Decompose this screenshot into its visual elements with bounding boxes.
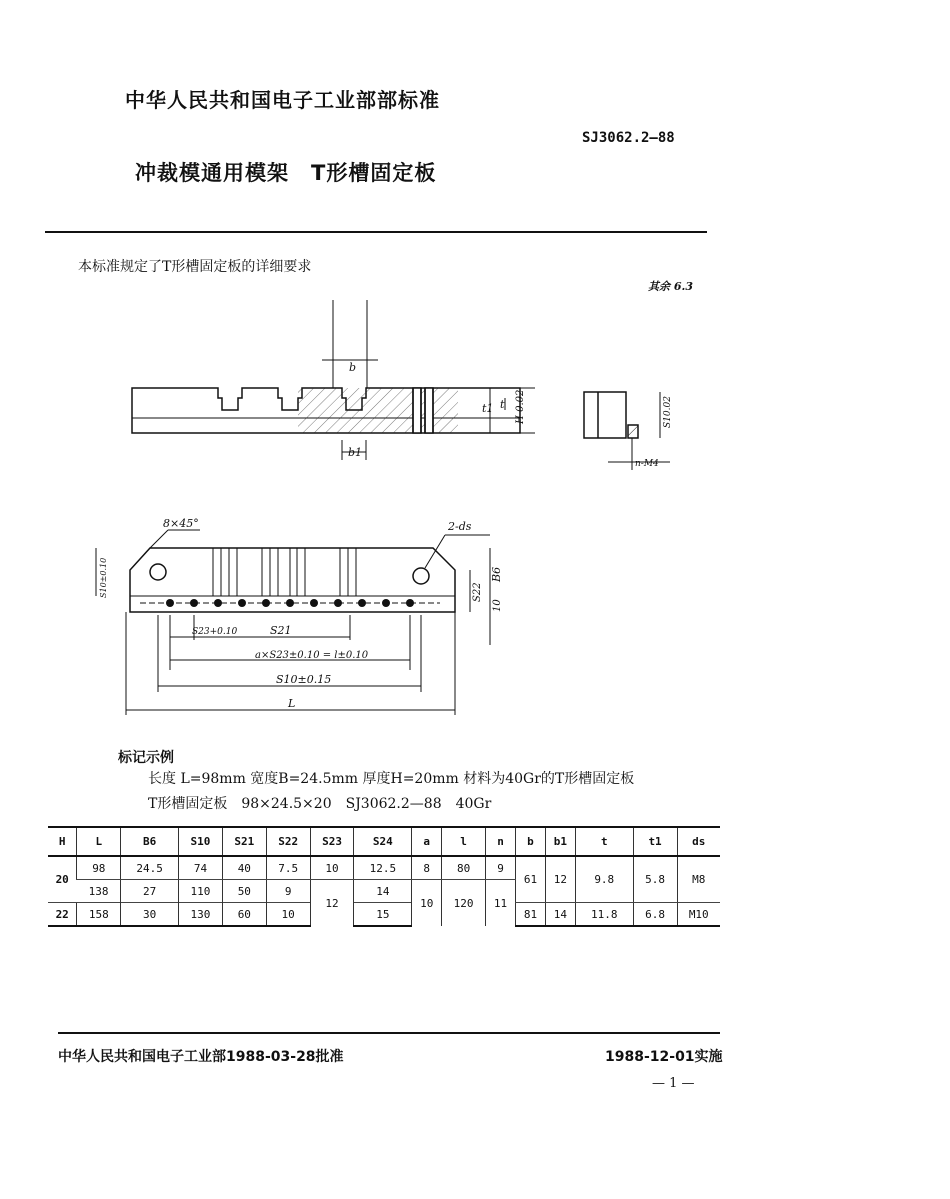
dim-B6: B6: [490, 566, 503, 582]
cell: 11.8: [575, 903, 633, 927]
cell: 9: [486, 856, 516, 880]
dim-10: 10: [492, 599, 503, 612]
issuing-organization: 中华人民共和国电子工业部部标准: [125, 88, 440, 112]
cell: 74: [179, 856, 223, 880]
cell: 24.5: [121, 856, 179, 880]
cell: 14: [354, 880, 412, 903]
cell-H: 20: [48, 856, 77, 903]
document-title: 冲裁模通用模架 T形槽固定板: [135, 161, 437, 185]
col-l: l: [442, 827, 486, 856]
cell: 12: [310, 880, 354, 927]
dim-t: t: [500, 398, 505, 411]
table-row: [48, 903, 720, 927]
cell: 14: [545, 903, 575, 927]
dim-b1: b1: [348, 446, 363, 459]
col-n: n: [486, 827, 516, 856]
dim-b: b: [349, 361, 357, 374]
col-H: H: [48, 827, 77, 856]
marking-example-code: T形槽固定板 98×24.5×20 SJ3062.2—88 40Gr: [148, 796, 492, 812]
cell-H: 22: [48, 903, 77, 927]
cell: 30: [121, 903, 179, 927]
hole: [166, 599, 174, 607]
col-ds: ds: [677, 827, 720, 856]
holes-note: 2-ds: [448, 520, 472, 533]
dim-H: H-0.02: [515, 389, 526, 424]
col-a: a: [412, 827, 442, 856]
hole: [358, 599, 366, 607]
cell: 15: [354, 903, 412, 927]
dim-S23: S23+0.10: [192, 627, 238, 637]
col-S24: S24: [354, 827, 412, 856]
hole: [334, 599, 342, 607]
cell: 11: [486, 880, 516, 927]
cell: 61: [515, 856, 545, 903]
roughness-note: 其余 6.3: [648, 280, 693, 293]
col-S21: S21: [222, 827, 266, 856]
cell: 6.8: [633, 903, 677, 927]
hole: [310, 599, 318, 607]
cell: 120: [442, 880, 486, 927]
col-t1: t1: [633, 827, 677, 856]
col-b1: b1: [545, 827, 575, 856]
hole: [238, 599, 246, 607]
cell: 10: [310, 856, 354, 880]
hole: [214, 599, 222, 607]
col-S22: S22: [266, 827, 310, 856]
col-L: L: [77, 827, 121, 856]
cell: 130: [179, 903, 223, 927]
cell: 10: [266, 903, 310, 927]
table-header-row: [48, 827, 720, 856]
cell: 12: [545, 856, 575, 903]
dim-a-pitch: a×S23±0.10 = l±0.10: [255, 650, 369, 661]
hole: [262, 599, 270, 607]
chamfer-note: 8×45°: [163, 517, 199, 530]
cell: 81: [515, 903, 545, 927]
dim-S22: S22: [472, 582, 483, 602]
approval-note: 中华人民共和国电子工业部1988-03-28批准: [58, 1049, 344, 1065]
hole: [382, 599, 390, 607]
spec-table: [48, 826, 720, 927]
cell: 98: [77, 856, 121, 880]
cell: 12.5: [354, 856, 412, 880]
table-row: [48, 856, 720, 880]
plan-view: [96, 530, 490, 715]
standard-number: SJ3062.2—88: [582, 130, 675, 146]
cell: 80: [442, 856, 486, 880]
cell: 10: [412, 880, 442, 927]
cell: M10: [677, 903, 720, 927]
dim-nM4: n-M4: [635, 459, 659, 469]
intro-text: 本标准规定了T形槽固定板的详细要求: [78, 259, 312, 275]
cell: 9: [266, 880, 310, 903]
marking-example-heading: 标记示例: [118, 750, 174, 766]
cell: 60: [222, 903, 266, 927]
cell: 110: [179, 880, 223, 903]
cell: 40: [222, 856, 266, 880]
dim-L: L: [288, 697, 296, 710]
cell: 7.5: [266, 856, 310, 880]
hole: [286, 599, 294, 607]
hole: [406, 599, 414, 607]
page-number: — 1 —: [652, 1076, 695, 1091]
cell: 9.8: [575, 856, 633, 903]
cell: 138: [88, 884, 109, 898]
col-t: t: [575, 827, 633, 856]
front-section-view: [132, 300, 535, 460]
footer-rule: [58, 1032, 720, 1034]
col-b: b: [515, 827, 545, 856]
col-B6: B6: [121, 827, 179, 856]
dim-S10: S10±0.15: [276, 673, 332, 686]
cell: 50: [222, 880, 266, 903]
implementation-date: 1988-12-01实施: [605, 1049, 723, 1065]
dim-S1002: S10.02: [663, 396, 673, 428]
dim-t1: t1: [482, 402, 494, 415]
hole: [190, 599, 198, 607]
cell: 158: [77, 903, 121, 927]
cell: M8: [677, 856, 720, 903]
col-S23: S23: [310, 827, 354, 856]
cell: 5.8: [633, 856, 677, 903]
dim-side-S10: S10±0.10: [99, 557, 108, 598]
col-S10: S10: [179, 827, 223, 856]
cell: 8: [412, 856, 442, 880]
dim-S21: S21: [270, 624, 292, 637]
cell: 27: [121, 880, 179, 903]
marking-example-line: 长度 L=98mm 宽度B=24.5mm 厚度H=20mm 材料为40Gr的T形槽固定板: [148, 771, 635, 787]
